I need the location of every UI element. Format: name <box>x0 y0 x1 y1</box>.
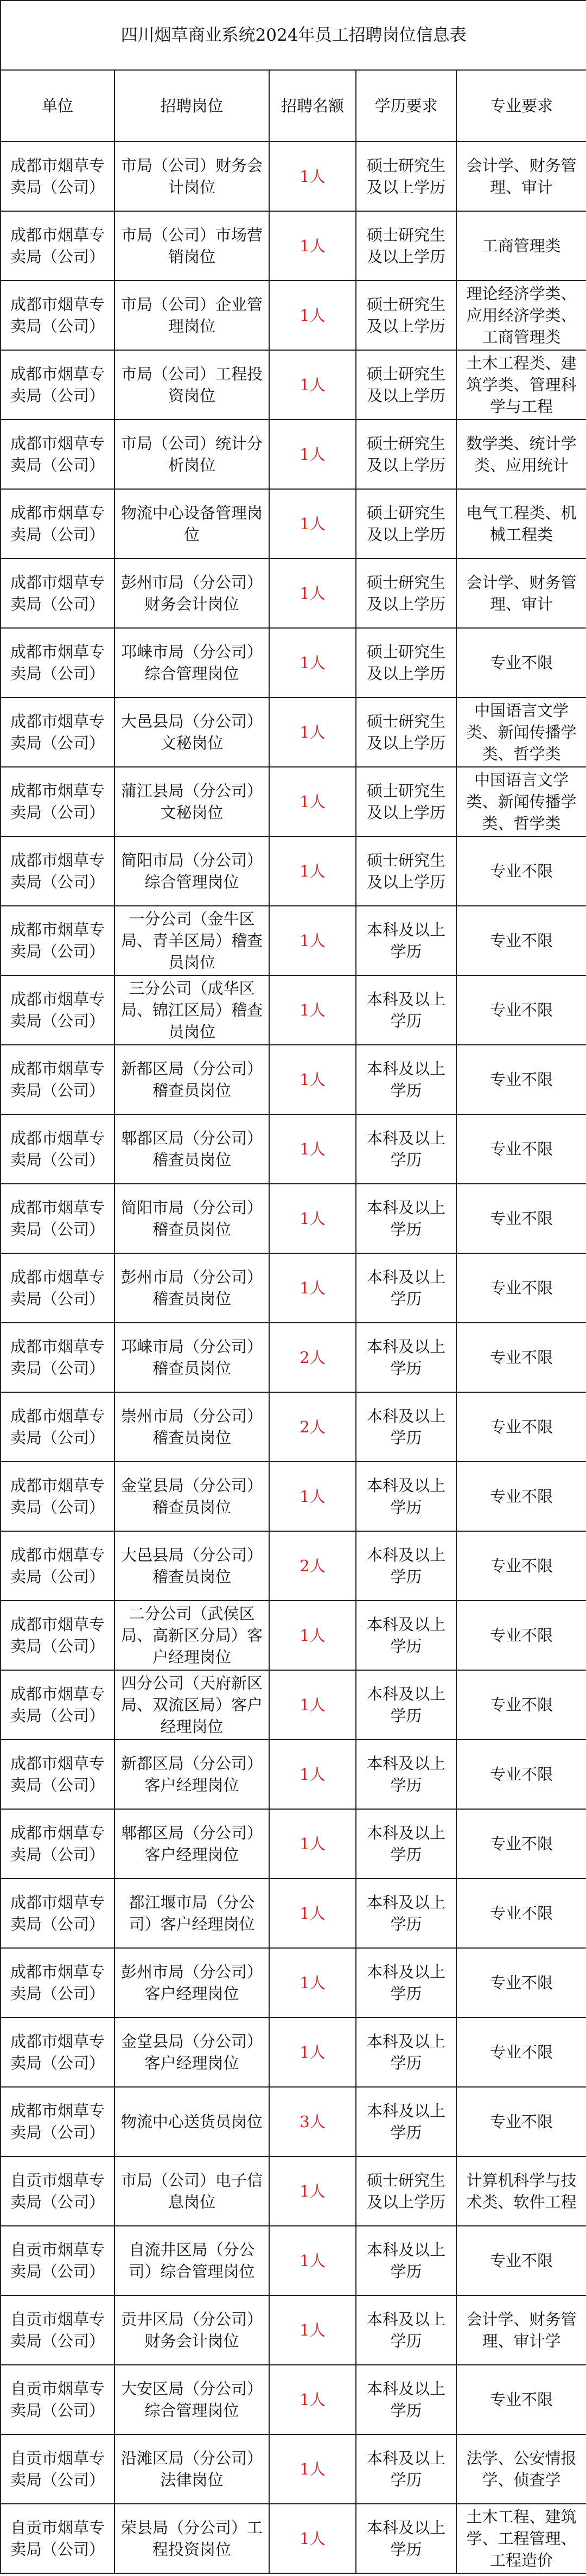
major-cell: 专业不限 <box>456 1253 586 1323</box>
major-cell: 专业不限 <box>456 975 586 1045</box>
title-row <box>1 1 586 70</box>
education-cell: 硕士研究生及以上学历 <box>356 628 456 697</box>
education-cell: 本科及以上学历 <box>356 1392 456 1462</box>
unit-cell: 成都市烟草专卖局（公司） <box>1 350 114 420</box>
major-cell: 土木工程类、建筑学类、管理科学与工程 <box>456 350 586 420</box>
position-cell: 大邑县局（分公司）稽查员岗位 <box>114 1531 269 1601</box>
major-cell: 土木工程、建筑学、工程管理、工程造价 <box>456 2504 586 2573</box>
education-cell: 本科及以上学历 <box>356 1462 456 1531</box>
major-cell: 专业不限 <box>456 2365 586 2434</box>
unit-cell: 成都市烟草专卖局（公司） <box>1 697 114 767</box>
major-cell: 专业不限 <box>456 2226 586 2295</box>
table-row <box>1 1531 586 1601</box>
table-row <box>1 2504 586 2573</box>
position-cell: 荣县局（分公司）工程投资岗位 <box>114 2504 269 2573</box>
count-cell: 1人 <box>269 2295 356 2365</box>
position-cell: 金堂县局（分公司）稽查员岗位 <box>114 1462 269 1531</box>
table-row <box>1 2434 586 2504</box>
major-cell: 会计学、财务管理、审计 <box>456 142 586 211</box>
unit-cell: 成都市烟草专卖局（公司） <box>1 1184 114 1253</box>
table-row <box>1 211 586 281</box>
position-cell: 市局（公司）市场营销岗位 <box>114 211 269 281</box>
unit-cell: 成都市烟草专卖局（公司） <box>1 628 114 697</box>
table-row <box>1 489 586 559</box>
count-cell: 1人 <box>269 1809 356 1879</box>
table-body <box>1 142 586 2573</box>
table-row <box>1 767 586 836</box>
unit-cell: 自贡市烟草专卖局（公司） <box>1 2365 114 2434</box>
table-row <box>1 628 586 697</box>
table-row <box>1 2365 586 2434</box>
position-cell: 沿滩区局（分公司）法律岗位 <box>114 2434 269 2504</box>
position-cell: 二分公司（武侯区局、高新区分局）客户经理岗位 <box>114 1601 269 1670</box>
count-cell: 2人 <box>269 1392 356 1462</box>
unit-cell: 成都市烟草专卖局（公司） <box>1 1392 114 1462</box>
education-cell: 本科及以上学历 <box>356 1740 456 1809</box>
major-cell: 专业不限 <box>456 1045 586 1114</box>
table-row <box>1 1462 586 1531</box>
unit-cell: 成都市烟草专卖局（公司） <box>1 2017 114 2087</box>
header-major: 专业要求 <box>456 70 586 142</box>
header-position: 招聘岗位 <box>114 70 269 142</box>
header-unit: 单位 <box>1 70 114 142</box>
table-row <box>1 1879 586 1948</box>
count-cell: 1人 <box>269 489 356 559</box>
count-cell: 1人 <box>269 1601 356 1670</box>
unit-cell: 成都市烟草专卖局（公司） <box>1 1323 114 1392</box>
education-cell: 本科及以上学历 <box>356 2226 456 2295</box>
unit-cell: 成都市烟草专卖局（公司） <box>1 1670 114 1740</box>
major-cell: 计算机科学与技术类、软件工程 <box>456 2156 586 2226</box>
table-row <box>1 1253 586 1323</box>
count-cell: 1人 <box>269 1253 356 1323</box>
education-cell: 硕士研究生及以上学历 <box>356 836 456 906</box>
table-row <box>1 1184 586 1253</box>
major-cell: 电气工程类、机械工程类 <box>456 489 586 559</box>
table-row <box>1 1670 586 1740</box>
education-cell: 本科及以上学历 <box>356 1809 456 1879</box>
table-row <box>1 1114 586 1184</box>
count-cell: 1人 <box>269 975 356 1045</box>
count-cell: 1人 <box>269 1879 356 1948</box>
education-cell: 硕士研究生及以上学历 <box>356 350 456 420</box>
count-cell: 1人 <box>269 2365 356 2434</box>
position-cell: 市局（公司）工程投资岗位 <box>114 350 269 420</box>
education-cell: 本科及以上学历 <box>356 975 456 1045</box>
education-cell: 本科及以上学历 <box>356 1601 456 1670</box>
major-cell: 数学类、统计学类、应用统计 <box>456 420 586 489</box>
education-cell: 本科及以上学历 <box>356 2434 456 2504</box>
major-cell: 专业不限 <box>456 1184 586 1253</box>
education-cell: 本科及以上学历 <box>356 2087 456 2156</box>
table-row <box>1 975 586 1045</box>
unit-cell: 成都市烟草专卖局（公司） <box>1 1740 114 1809</box>
unit-cell: 自贡市烟草专卖局（公司） <box>1 2226 114 2295</box>
position-cell: 彭州市局（分公司）财务会计岗位 <box>114 559 269 628</box>
table-row <box>1 697 586 767</box>
table-row <box>1 1045 586 1114</box>
count-cell: 1人 <box>269 2156 356 2226</box>
position-cell: 新都区局（分公司）客户经理岗位 <box>114 1740 269 1809</box>
count-cell: 1人 <box>269 1184 356 1253</box>
education-cell: 本科及以上学历 <box>356 1253 456 1323</box>
count-cell: 1人 <box>269 2226 356 2295</box>
education-cell: 本科及以上学历 <box>356 1114 456 1184</box>
position-cell: 邛崃市局（分公司）稽查员岗位 <box>114 1323 269 1392</box>
unit-cell: 成都市烟草专卖局（公司） <box>1 836 114 906</box>
education-cell: 本科及以上学历 <box>356 1879 456 1948</box>
count-cell: 3人 <box>269 2087 356 2156</box>
education-cell: 硕士研究生及以上学历 <box>356 281 456 350</box>
count-cell: 1人 <box>269 628 356 697</box>
unit-cell: 成都市烟草专卖局（公司） <box>1 975 114 1045</box>
major-cell: 中国语言文学类、新闻传播学类、哲学类 <box>456 697 586 767</box>
major-cell: 专业不限 <box>456 1740 586 1809</box>
unit-cell: 成都市烟草专卖局（公司） <box>1 1879 114 1948</box>
position-cell: 彭州市局（分公司）稽查员岗位 <box>114 1253 269 1323</box>
education-cell: 硕士研究生及以上学历 <box>356 767 456 836</box>
education-cell: 硕士研究生及以上学历 <box>356 489 456 559</box>
education-cell: 硕士研究生及以上学历 <box>356 142 456 211</box>
major-cell: 专业不限 <box>456 1670 586 1740</box>
major-cell: 工商管理类 <box>456 211 586 281</box>
unit-cell: 成都市烟草专卖局（公司） <box>1 281 114 350</box>
position-cell: 简阳市局（分公司）稽查员岗位 <box>114 1184 269 1253</box>
position-cell: 市局（公司）电子信息岗位 <box>114 2156 269 2226</box>
major-cell: 专业不限 <box>456 1392 586 1462</box>
count-cell: 1人 <box>269 2017 356 2087</box>
count-cell: 2人 <box>269 1531 356 1601</box>
education-cell: 硕士研究生及以上学历 <box>356 420 456 489</box>
count-cell: 1人 <box>269 2504 356 2573</box>
unit-cell: 自贡市烟草专卖局（公司） <box>1 2434 114 2504</box>
count-cell: 1人 <box>269 906 356 975</box>
table-row <box>1 1392 586 1462</box>
major-cell: 法学、公安情报学、侦查学 <box>456 2434 586 2504</box>
table-row <box>1 350 586 420</box>
table-row <box>1 2087 586 2156</box>
count-cell: 1人 <box>269 350 356 420</box>
education-cell: 硕士研究生及以上学历 <box>356 2156 456 2226</box>
education-cell: 硕士研究生及以上学历 <box>356 559 456 628</box>
header-row <box>1 70 586 142</box>
position-cell: 市局（公司）企业管理岗位 <box>114 281 269 350</box>
table-row <box>1 1809 586 1879</box>
table-row <box>1 1601 586 1670</box>
unit-cell: 成都市烟草专卖局（公司） <box>1 1601 114 1670</box>
unit-cell: 成都市烟草专卖局（公司） <box>1 211 114 281</box>
count-cell: 1人 <box>269 211 356 281</box>
major-cell: 专业不限 <box>456 1114 586 1184</box>
education-cell: 本科及以上学历 <box>356 1948 456 2017</box>
education-cell: 本科及以上学历 <box>356 1045 456 1114</box>
major-cell: 专业不限 <box>456 1462 586 1531</box>
major-cell: 理论经济学类、应用经济学类、工商管理类 <box>456 281 586 350</box>
table-row <box>1 559 586 628</box>
unit-cell: 成都市烟草专卖局（公司） <box>1 559 114 628</box>
unit-cell: 自贡市烟草专卖局（公司） <box>1 2504 114 2573</box>
position-cell: 简阳市局（分公司）综合管理岗位 <box>114 836 269 906</box>
education-cell: 硕士研究生及以上学历 <box>356 697 456 767</box>
count-cell: 1人 <box>269 1740 356 1809</box>
count-cell: 1人 <box>269 1462 356 1531</box>
count-cell: 1人 <box>269 1114 356 1184</box>
count-cell: 1人 <box>269 559 356 628</box>
table-row <box>1 2156 586 2226</box>
education-cell: 本科及以上学历 <box>356 1323 456 1392</box>
table-row <box>1 2226 586 2295</box>
major-cell: 专业不限 <box>456 2087 586 2156</box>
table-row <box>1 1948 586 2017</box>
unit-cell: 成都市烟草专卖局（公司） <box>1 1253 114 1323</box>
unit-cell: 成都市烟草专卖局（公司） <box>1 1114 114 1184</box>
education-cell: 本科及以上学历 <box>356 2295 456 2365</box>
table-row <box>1 142 586 211</box>
major-cell: 专业不限 <box>456 2017 586 2087</box>
table-row <box>1 1740 586 1809</box>
position-cell: 郫都区局（分公司）稽查员岗位 <box>114 1114 269 1184</box>
major-cell: 专业不限 <box>456 628 586 697</box>
major-cell: 专业不限 <box>456 1948 586 2017</box>
major-cell: 专业不限 <box>456 1323 586 1392</box>
table-row <box>1 420 586 489</box>
count-cell: 1人 <box>269 767 356 836</box>
position-cell: 市局（公司）统计分析岗位 <box>114 420 269 489</box>
table-row <box>1 836 586 906</box>
position-cell: 新都区局（分公司）稽查员岗位 <box>114 1045 269 1114</box>
unit-cell: 成都市烟草专卖局（公司） <box>1 489 114 559</box>
position-cell: 三分公司（成华区局、锦江区局）稽查员岗位 <box>114 975 269 1045</box>
education-cell: 本科及以上学历 <box>356 1531 456 1601</box>
position-cell: 邛崃市局（分公司）综合管理岗位 <box>114 628 269 697</box>
education-cell: 本科及以上学历 <box>356 2017 456 2087</box>
position-cell: 蒲江县局（分公司）文秘岗位 <box>114 767 269 836</box>
education-cell: 本科及以上学历 <box>356 2504 456 2573</box>
position-cell: 郫都区局（分公司）客户经理岗位 <box>114 1809 269 1879</box>
unit-cell: 自贡市烟草专卖局（公司） <box>1 2156 114 2226</box>
count-cell: 1人 <box>269 1670 356 1740</box>
table-row <box>1 906 586 975</box>
position-cell: 市局（公司）财务会计岗位 <box>114 142 269 211</box>
table-row <box>1 2295 586 2365</box>
major-cell: 专业不限 <box>456 1879 586 1948</box>
position-cell: 四分公司（天府新区局、双流区局）客户经理岗位 <box>114 1670 269 1740</box>
unit-cell: 成都市烟草专卖局（公司） <box>1 1045 114 1114</box>
major-cell: 专业不限 <box>456 1601 586 1670</box>
unit-cell: 成都市烟草专卖局（公司） <box>1 767 114 836</box>
education-cell: 本科及以上学历 <box>356 1670 456 1740</box>
unit-cell: 成都市烟草专卖局（公司） <box>1 2087 114 2156</box>
major-cell: 会计学、财务管理、审计 <box>456 559 586 628</box>
header-education: 学历要求 <box>356 70 456 142</box>
major-cell: 会计学、财务管理、审计学 <box>456 2295 586 2365</box>
major-cell: 专业不限 <box>456 1809 586 1879</box>
position-cell: 大邑县局（分公司）文秘岗位 <box>114 697 269 767</box>
position-cell: 大安区局（分公司）综合管理岗位 <box>114 2365 269 2434</box>
count-cell: 1人 <box>269 836 356 906</box>
position-cell: 彭州市局（分公司）客户经理岗位 <box>114 1948 269 2017</box>
count-cell: 1人 <box>269 420 356 489</box>
major-cell: 中国语言文学类、新闻传播学类、哲学类 <box>456 767 586 836</box>
unit-cell: 成都市烟草专卖局（公司） <box>1 1809 114 1879</box>
position-cell: 贡井区局（分公司）财务会计岗位 <box>114 2295 269 2365</box>
count-cell: 1人 <box>269 2434 356 2504</box>
count-cell: 2人 <box>269 1323 356 1392</box>
table-title: 四川烟草商业系统2024年员工招聘岗位信息表 <box>1 1 586 70</box>
position-cell: 物流中心送货员岗位 <box>114 2087 269 2156</box>
position-cell: 物流中心设备管理岗位 <box>114 489 269 559</box>
table-row <box>1 281 586 350</box>
count-cell: 1人 <box>269 281 356 350</box>
education-cell: 本科及以上学历 <box>356 906 456 975</box>
position-cell: 一分公司（金牛区局、青羊区局）稽查员岗位 <box>114 906 269 975</box>
unit-cell: 成都市烟草专卖局（公司） <box>1 420 114 489</box>
unit-cell: 成都市烟草专卖局（公司） <box>1 1948 114 2017</box>
count-cell: 1人 <box>269 1948 356 2017</box>
unit-cell: 成都市烟草专卖局（公司） <box>1 1462 114 1531</box>
major-cell: 专业不限 <box>456 836 586 906</box>
header-count: 招聘名额 <box>269 70 356 142</box>
count-cell: 1人 <box>269 1045 356 1114</box>
major-cell: 专业不限 <box>456 906 586 975</box>
unit-cell: 成都市烟草专卖局（公司） <box>1 1531 114 1601</box>
position-cell: 自流井区局（分公司）综合管理岗位 <box>114 2226 269 2295</box>
education-cell: 本科及以上学历 <box>356 1184 456 1253</box>
table-row <box>1 1323 586 1392</box>
position-cell: 金堂县局（分公司）客户经理岗位 <box>114 2017 269 2087</box>
count-cell: 1人 <box>269 142 356 211</box>
position-cell: 崇州市局（分公司）稽查员岗位 <box>114 1392 269 1462</box>
unit-cell: 成都市烟草专卖局（公司） <box>1 906 114 975</box>
unit-cell: 自贡市烟草专卖局（公司） <box>1 2295 114 2365</box>
education-cell: 本科及以上学历 <box>356 2365 456 2434</box>
education-cell: 硕士研究生及以上学历 <box>356 211 456 281</box>
unit-cell: 成都市烟草专卖局（公司） <box>1 142 114 211</box>
major-cell: 专业不限 <box>456 1531 586 1601</box>
table-row <box>1 2017 586 2087</box>
count-cell: 1人 <box>269 697 356 767</box>
position-cell: 都江堰市局（分公司）客户经理岗位 <box>114 1879 269 1948</box>
